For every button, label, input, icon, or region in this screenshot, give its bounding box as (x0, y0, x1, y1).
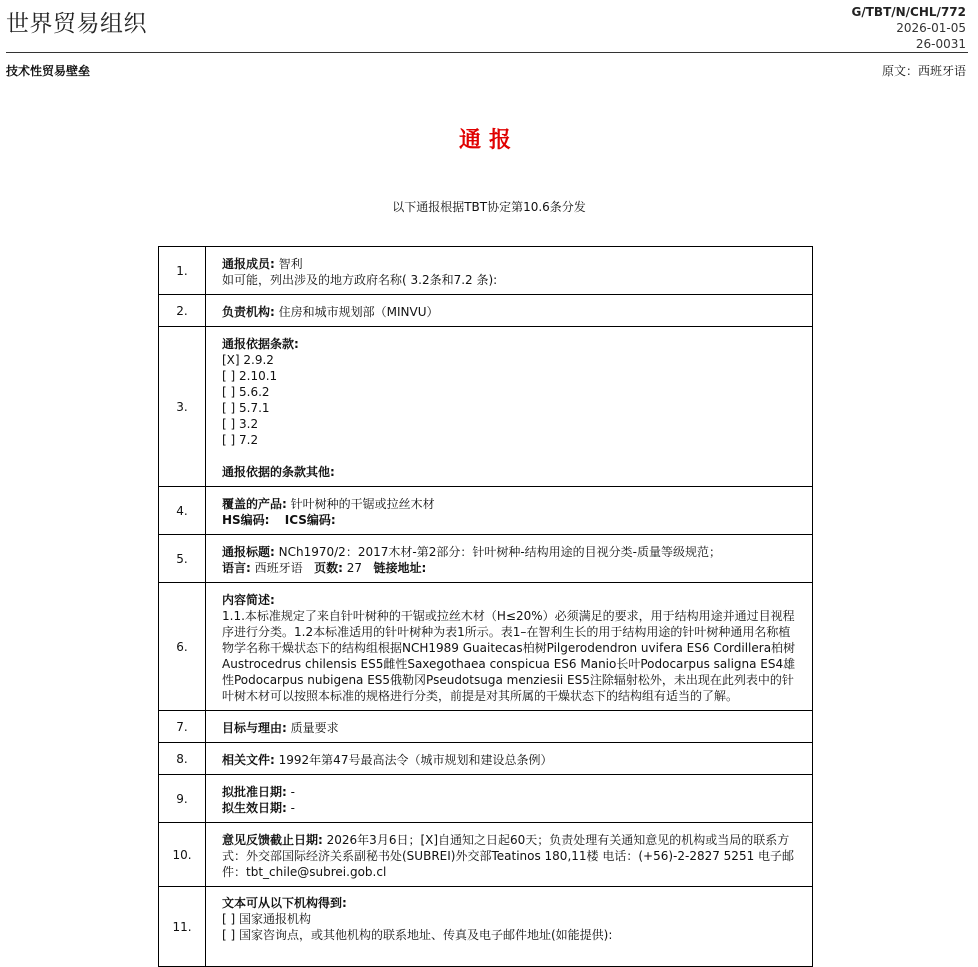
item-label: 文本可从以下机构得到: (222, 896, 347, 910)
item-number: 4. (159, 487, 206, 535)
item-number: 10. (159, 823, 206, 887)
pages-label: 页数: (314, 560, 343, 575)
table-row (159, 775, 813, 823)
item-label: 负责机构: (222, 304, 275, 319)
item-number: 8. (159, 743, 206, 775)
notice-subtitle: 以下通报根据TBT协定第10.6条分发 (392, 200, 586, 214)
item-label: 通报依据条款: (222, 336, 299, 351)
document-meta (852, 4, 967, 52)
item-content (206, 247, 813, 295)
item-value: 质量要求 (290, 720, 339, 735)
table-row (159, 487, 813, 535)
item-label: 目标与理由: (222, 720, 287, 735)
item-number: 6. (159, 583, 206, 711)
notice-title: 通报 (458, 128, 519, 153)
item-label: 通报标题: (222, 544, 275, 559)
document-ref-number: 26-0031 (915, 37, 966, 51)
table-row (159, 295, 813, 327)
effective-date-label: 拟生效日期: (222, 800, 287, 815)
approval-date-value: - (290, 784, 295, 799)
effective-date-value: - (290, 800, 295, 815)
table-row (159, 743, 813, 775)
clause-option: [ ] 2.10.1 (222, 368, 278, 383)
document-symbol: G/TBT/N/CHL/772 (851, 5, 966, 19)
item-value: 针叶树种的干锯或拉丝木材 (290, 496, 435, 511)
item-content (206, 535, 813, 583)
item-number: 5. (159, 535, 206, 583)
committee-name: 技术性贸易壁垒 (6, 64, 91, 78)
item-label: 通报成员: (222, 256, 275, 271)
header-divider (6, 52, 968, 53)
table-row (159, 327, 813, 487)
clause-option: [ ] 5.7.1 (222, 400, 270, 415)
item-content (206, 711, 813, 743)
language-value: 西班牙语 (254, 560, 303, 575)
item-content (206, 327, 813, 487)
item-content (206, 295, 813, 327)
item-value: 智利 (278, 256, 303, 271)
item-value: 1.1.本标准规定了来自针叶树种的干锯或拉丝木材（H≤20%）必须满足的要求，用于结构用途并通过目视程序进行分类。1.2本标准适用的针叶树种为表1所示。表1–在智利生长的用于结构用途的针叶树种通用名称植物学名称干燥状态下的结构组根据NCH1989 Guaitecas柏树Pilgerodendron uvifera ES6 Cordillera柏树Austrocedrus chilensis ES5雌性Saxegothaea conspicua ES6 Manio长叶Podocarpus saligna ES4雄性Podocarpus nubigena ES5俄勒冈Pseudotsuga menziesii ES5注除辐射松外，未出现在此列表中的针叶树木材可以按照本标准的规格进行分类，前提是对其所属的干燥状态下的结构组有适当的了解。 (222, 608, 796, 703)
table-row (159, 247, 813, 295)
item-value: 1992年第47号最高法令（城市规划和建设总条例） (278, 752, 553, 767)
clause-option: [ ] 7.2 (222, 432, 259, 447)
item-number: 11. (159, 887, 206, 967)
item-number: 2. (159, 295, 206, 327)
item-value: 住房和城市规划部（MINVU） (278, 304, 439, 319)
item-label: 内容简述: (222, 592, 275, 607)
item-number: 9. (159, 775, 206, 823)
item-label: 相关文件: (222, 752, 275, 767)
approval-date-label: 拟批准日期: (222, 784, 287, 799)
link-label: 链接地址: (373, 560, 427, 575)
organization-name: 世界贸易组织 (6, 11, 147, 37)
item-content (206, 823, 813, 887)
item-note: 如可能，列出涉及的地方政府名称( 3.2条和7.2 条): (222, 272, 498, 287)
item-number: 1. (159, 247, 206, 295)
item-content (206, 487, 813, 535)
source-option: [ ] 国家咨询点，或其他机构的联系地址、传真及电子邮件地址(如能提供): (222, 928, 613, 942)
item-content (206, 887, 813, 967)
language-label: 语言: (222, 560, 251, 575)
table-row (159, 823, 813, 887)
item-value: NCh1970/2：2017木材-第2部分：针叶树种-结构用途的目视分类-质量等级规范； (278, 544, 721, 559)
table-row (159, 535, 813, 583)
table-row (159, 583, 813, 711)
clause-option: [ ] 3.2 (222, 416, 259, 431)
source-option: [ ] 国家通报机构 (222, 912, 311, 926)
item-label: 通报依据的条款其他: (222, 464, 335, 479)
clause-option: [ ] 5.6.2 (222, 384, 270, 399)
item-label: 覆盖的产品: (222, 496, 287, 511)
item-label: 意见反馈截止日期: (222, 832, 323, 847)
item-number: 7. (159, 711, 206, 743)
hs-code-label: HS编码: (222, 512, 270, 527)
item-content (206, 743, 813, 775)
original-language: 原文：西班牙语 (881, 64, 966, 78)
pages-value: 27 (346, 560, 363, 575)
document-date: 2026-01-05 (896, 21, 966, 35)
clause-option: [X] 2.9.2 (222, 352, 274, 367)
item-content (206, 775, 813, 823)
item-value: 2026年3月6日；[X]自通知之日起60天；负责处理有关通知意见的机构或当局的联系方式：外交部国际经济关系副秘书处(SUBREI)外交部Teatinos 180,11楼 电话：(+56)-2-2827 5251 电子邮件：tbt_chile@subrei.gob.cl (222, 832, 795, 879)
item-content (206, 583, 813, 711)
item-number: 3. (159, 327, 206, 487)
table-row (159, 887, 813, 967)
table-row (159, 711, 813, 743)
ics-code-label: ICS编码: (284, 512, 336, 527)
notification-table (158, 246, 813, 967)
